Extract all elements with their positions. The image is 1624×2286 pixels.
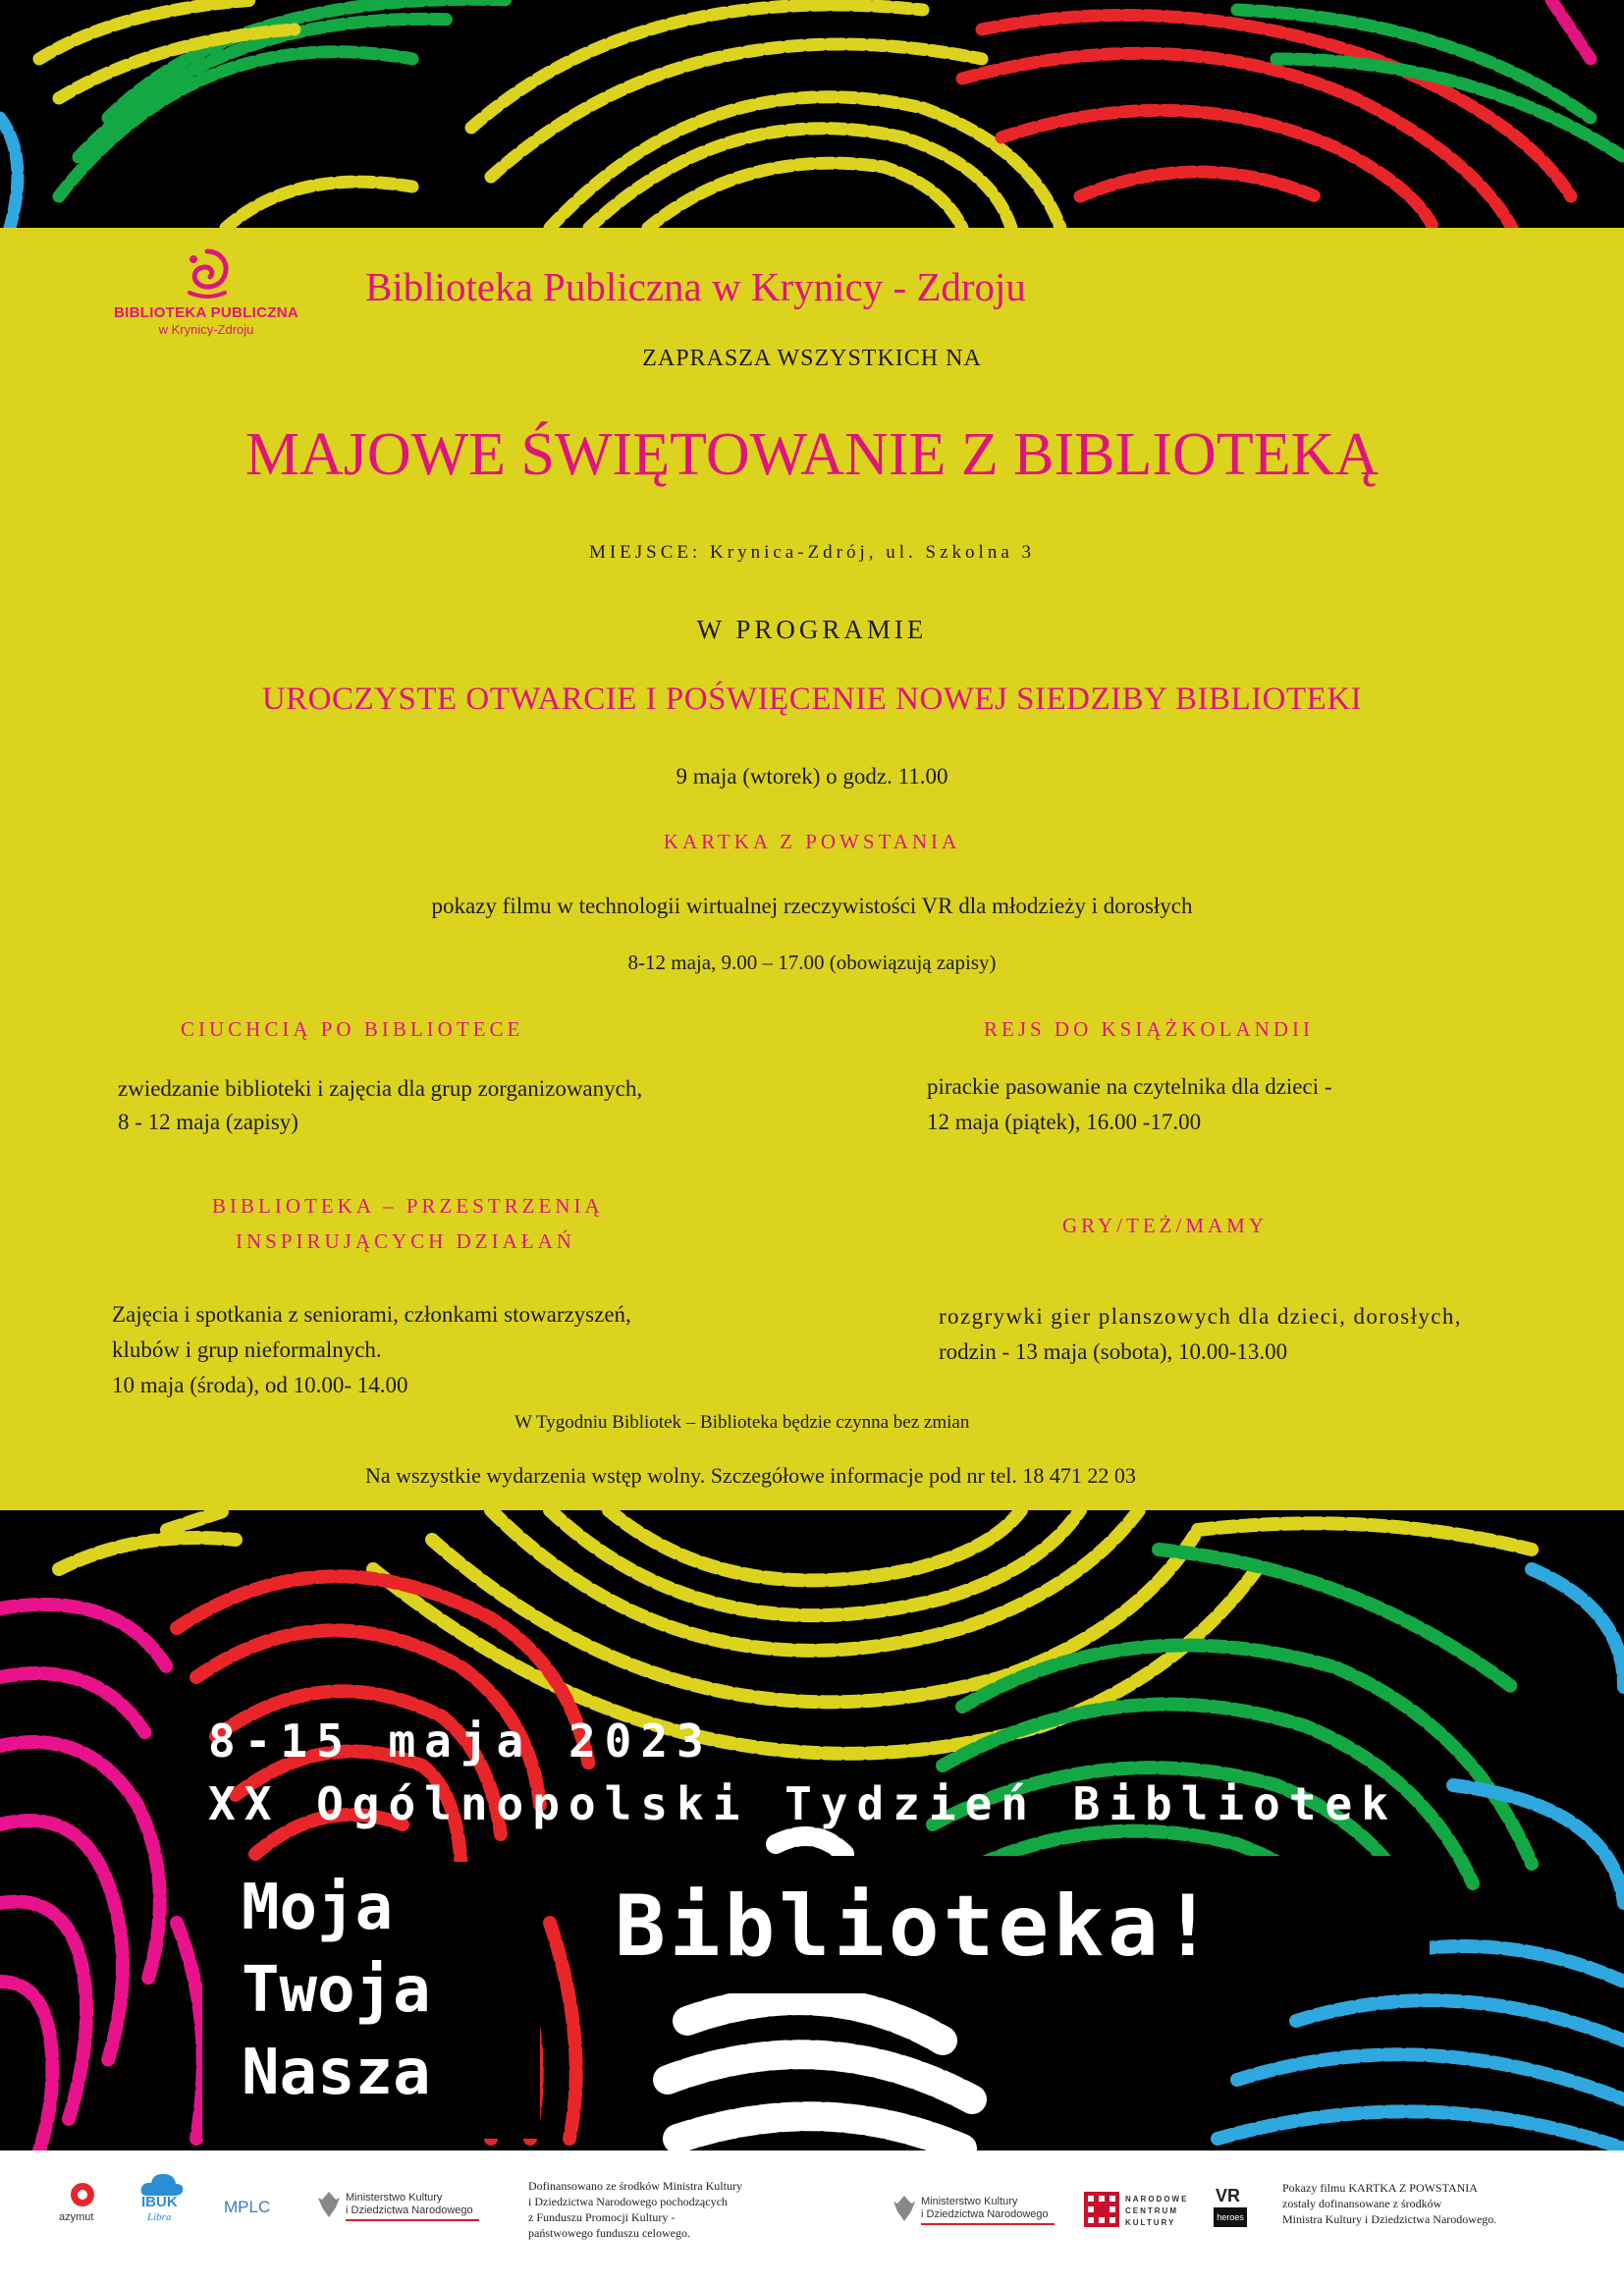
film-line-2: zostały dofinansowane z środków [1282, 2197, 1442, 2210]
vr-logo: VR [1216, 2186, 1241, 2205]
campaign-dates: 8-15 maja 2023 [208, 1714, 713, 1768]
nck-grid-icon [1084, 2192, 1119, 2227]
swirl-logo-icon [182, 245, 233, 300]
funding-line-4: państwowego funduszu celowego. [528, 2226, 690, 2240]
przestrzen-line-1: Zajęcia i spotkania z seniorami, członkami stowarzyszeń, [112, 1302, 631, 1327]
rejs-line-2: 12 maja (piątek), 16.00 -17.00 [927, 1110, 1202, 1134]
kartka-when: 8-12 maja, 9.00 – 17.00 (obowiązują zapisy) [627, 951, 997, 974]
film-line-1: Pokazy filmu KARTKA Z POWSTANIA [1282, 2181, 1478, 2195]
przestrzen-title-2: INSPIRUJĄCYCH DZIAŁAŃ [236, 1229, 575, 1253]
ministry-1-line-2: i Dziedzictwa Narodowego [346, 2204, 473, 2216]
mplc-logo: MPLC [224, 2198, 271, 2216]
place-text: MIEJSCE: Krynica-Zdrój, ul. Szkolna 3 [588, 542, 1036, 563]
film-funding-note [1282, 2180, 1496, 2227]
nck-line-2: CENTRUM [1125, 2206, 1178, 2215]
logo-line-1: BIBLIOTEKA PUBLICZNA [114, 304, 298, 321]
program-heading: W PROGRAMIE [696, 615, 928, 644]
nck-line-1: NARODOWE [1125, 2195, 1189, 2204]
event-title: MAJOWE ŚWIĘTOWANIE Z BIBLIOTEKĄ [244, 421, 1380, 488]
ministry-logo-2 [921, 2196, 1055, 2225]
kartka-title: KARTKA Z POWSTANIA [663, 830, 961, 853]
info-line: Na wszystkie wydarzenia wstęp wolny. Szczegółowe informacje pod nr tel. 18 471 22 03 [365, 1463, 1136, 1488]
gry-line-1: rozgrywki gier planszowych dla dzieci, dorosłych, [939, 1304, 1462, 1329]
rejs-title: REJS DO KSIĄŻKOLANDII [984, 1017, 1314, 1041]
funding-line-1: Dofinansowano ze środków Ministra Kultury [528, 2179, 742, 2193]
ministry-1-line-1: Ministerstwo Kultury [346, 2192, 443, 2204]
kartka-desc: pokazy filmu w technologii wirtualnej rzeczywistości VR dla młodzieży i dorosłych [431, 894, 1193, 918]
invite-text: ZAPRASZA WSZYSTKICH NA [642, 346, 982, 371]
ministry-logo-1 [346, 2192, 479, 2221]
przestrzen-title-1: BIBLIOTEKA – PRZESTRZENIĄ [212, 1194, 604, 1218]
gry-title: GRY/TEŻ/MAMY [1062, 1214, 1269, 1237]
przestrzen-line-3: 10 maja (środa), od 10.00- 14.00 [112, 1373, 408, 1397]
twoja-word: Twoja [242, 1954, 431, 2027]
funding-line-2: i Dziedzictwa Narodowego pochodzących [528, 2195, 728, 2208]
rejs-line-1: pirackie pasowanie na czytelnika dla dzieci - [927, 1074, 1332, 1099]
opening-hours-note: W Tygodniu Bibliotek – Biblioteka będzie czynna bez zmian [514, 1412, 970, 1433]
ciuchcia-title: CIUCHCIĄ PO BIBLIOTECE [181, 1017, 524, 1041]
campaign-name: XX Ogólnopolski Tydzień Bibliotek [208, 1777, 1397, 1830]
nasza-word: Nasza [242, 2037, 431, 2109]
moja-word: Moja [242, 1872, 394, 1944]
ministry-2-line-2: i Dziedzictwa Narodowego [921, 2208, 1049, 2220]
eagle-emblem-icon [316, 2190, 342, 2221]
biblioteka-word: Biblioteka! [615, 1878, 1218, 1976]
opening-when: 9 maja (wtorek) o godz. 11.00 [676, 764, 948, 789]
ciuchcia-line-1: zwiedzanie biblioteki i zajęcia dla grup zorganizowanych, [118, 1076, 643, 1101]
nck-label [1125, 2194, 1188, 2229]
film-line-3: Ministra Kultury i Dziedzictwa Narodowego. [1282, 2212, 1497, 2226]
biblioteka-box [589, 1856, 1430, 1993]
library-logo [108, 245, 304, 339]
funding-note [528, 2178, 742, 2241]
eagle-emblem-icon [892, 2194, 917, 2225]
azymut-label: azymut [59, 2211, 94, 2223]
ciuchcia-line-2: 8 - 12 maja (zapisy) [118, 1110, 298, 1134]
funding-line-3: z Funduszu Promocji Kultury - [528, 2210, 676, 2224]
fingerprint-art-top [0, 0, 1624, 228]
moja-twoja-nasza-box [202, 1862, 540, 2139]
opening-title: UROCZYSTE OTWARCIE I POŚWIĘCENIE NOWEJ SIEDZIBY BIBLIOTEKI [261, 681, 1363, 717]
library-name: Biblioteka Publiczna w Krynicy - Zdroju [365, 264, 1026, 309]
sponsor-footer [0, 2150, 1624, 2286]
ministry-2-line-1: Ministerstwo Kultury [921, 2196, 1018, 2207]
vr-heroes-badge: heroes [1214, 2207, 1247, 2227]
przestrzen-line-2: klubów i grup nieformalnych. [112, 1337, 382, 1362]
ibuk-sub: Libra [147, 2211, 172, 2223]
nck-line-3: KULTURY [1125, 2218, 1176, 2227]
azymut-logo-icon [63, 2180, 102, 2209]
ibuk-label: IBUK [141, 2194, 178, 2210]
logo-line-2: w Krynicy-Zdroju [158, 322, 254, 337]
gry-line-2: rodzin - 13 maja (sobota), 10.00-13.00 [939, 1339, 1288, 1364]
